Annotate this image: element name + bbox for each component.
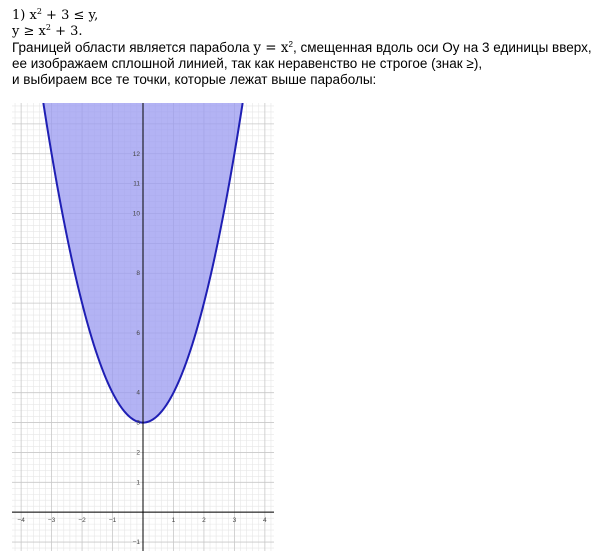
x-tick-label: −2 xyxy=(78,517,86,525)
explanation-line-3: и выбираем все те точки, которые лежат выше параболы: xyxy=(12,72,377,87)
inequality-line xyxy=(12,8,596,24)
exponent: 2 xyxy=(45,23,51,32)
rewritten-inequality-line xyxy=(12,24,596,40)
explanation-text: Границей области является парабола xyxy=(12,40,254,55)
inequality-rhs: + 3 ≤ y, xyxy=(41,8,99,23)
exponent: 2 xyxy=(288,40,293,49)
exponent: 2 xyxy=(36,7,42,16)
y-tick-label: 10 xyxy=(132,210,140,218)
x-tick-label: −1 xyxy=(108,517,117,525)
x-tick-label: 4 xyxy=(263,517,267,525)
y-tick-label: 11 xyxy=(133,180,140,188)
y-tick-label: 6 xyxy=(136,329,140,337)
explanation-line-1 xyxy=(12,40,596,56)
x-tick-label: −3 xyxy=(47,517,56,525)
explanation-text: , смещенная вдоль оси Oy на 3 единицы вверх, xyxy=(292,40,592,55)
y-tick-label: 12 xyxy=(132,150,140,158)
y-tick-label: 3 xyxy=(136,419,140,427)
x-tick-label: 1 xyxy=(171,517,176,525)
parabola-region-graph xyxy=(12,103,274,551)
y-tick-label: 1 xyxy=(136,479,140,487)
y-tick-label: 8 xyxy=(136,270,140,278)
x-tick-label: −4 xyxy=(17,517,25,525)
explanation-line-2: ее изображаем сплошной линией, так как неравенство не строгое (знак ≥), xyxy=(12,56,483,71)
y-tick-label: −1 xyxy=(132,539,140,547)
rewritten-rhs: + 3. xyxy=(50,24,83,39)
x-tick-label: 2 xyxy=(202,517,206,525)
x-tick-label: 3 xyxy=(232,517,237,525)
problem-text xyxy=(12,8,596,88)
y-tick-label: 2 xyxy=(136,449,140,457)
parabola-formula: y = x xyxy=(253,40,289,56)
inequality-lhs: 1) x xyxy=(12,8,37,23)
rewritten-lhs: y ≥ x xyxy=(12,24,46,39)
y-tick-label: 4 xyxy=(136,389,140,397)
